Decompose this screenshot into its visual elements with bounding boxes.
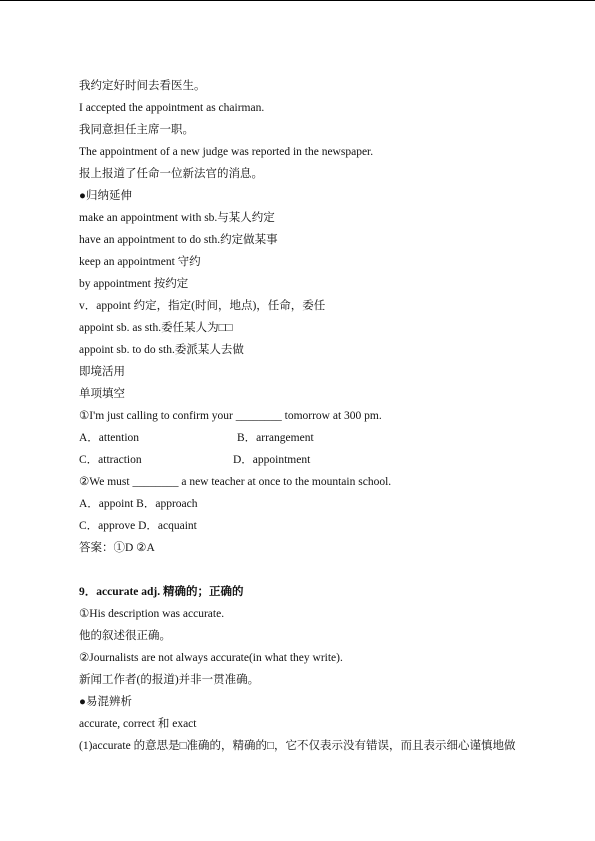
option-c: C．attraction [79,454,142,466]
question-1: ①I'm just calling to confirm your ________ tomorrow at 300 pm. [79,410,382,422]
example-sentence-en: The appointment of a new judge was reported in the newspaper. [79,146,374,158]
example-sentence-zh: 新闻工作者(的报道)并非一贯准确。 [79,674,260,686]
phrase-item: by appointment 按约定 [79,278,189,290]
entry-heading: 9．accurate adj. 精确的；正确的 [79,586,244,598]
example-sentence-zh: 报上报道了任命一位新法官的消息。 [79,168,263,180]
comparison-title: accurate, correct 和 exact [79,718,197,730]
example-sentence-zh: 我同意担任主席一职。 [79,124,194,136]
phrase-item: appoint sb. as sth.委任某人为□□ [79,322,233,334]
options-cd: C．approve D．acquaint [79,520,197,532]
phrase-item: have an appointment to do sth.约定做某事 [79,234,278,246]
answer-key: 答案：①D ②A [79,542,155,554]
example-sentence-en: I accepted the appointment as chairman. [79,102,265,114]
example-sentence-en: ②Journalists are not always accurate(in what they write). [79,652,343,664]
option-b: B．arrangement [237,432,314,444]
explanation-text: (1)accurate 的意思是□准确的，精确的□，它不仅表示没有错误，而且表示细心谨慎地做 [79,740,516,752]
phrase-item: keep an appointment 守约 [79,256,201,268]
options-ab: A．appoint B．approach [79,498,198,510]
verb-definition: v．appoint 约定，指定(时间，地点)，任命，委任 [79,300,326,312]
option-d: D．appointment [233,454,311,466]
option-a: A．attention [79,432,140,444]
exercise-heading: 单项填空 [79,388,125,400]
section-heading: 即境活用 [79,366,125,378]
example-sentence-en: ①His description was accurate. [79,608,225,620]
section-heading: ●归纳延伸 [79,190,132,202]
example-sentence-zh: 我约定好时间去看医生。 [79,80,206,92]
question-2: ②We must ________ a new teacher at once to the mountain school. [79,476,392,488]
phrase-item: appoint sb. to do sth.委派某人去做 [79,344,244,356]
example-sentence-zh: 他的叙述很正确。 [79,630,171,642]
section-heading: ●易混辨析 [79,696,132,708]
phrase-item: make an appointment with sb.与某人约定 [79,212,275,224]
